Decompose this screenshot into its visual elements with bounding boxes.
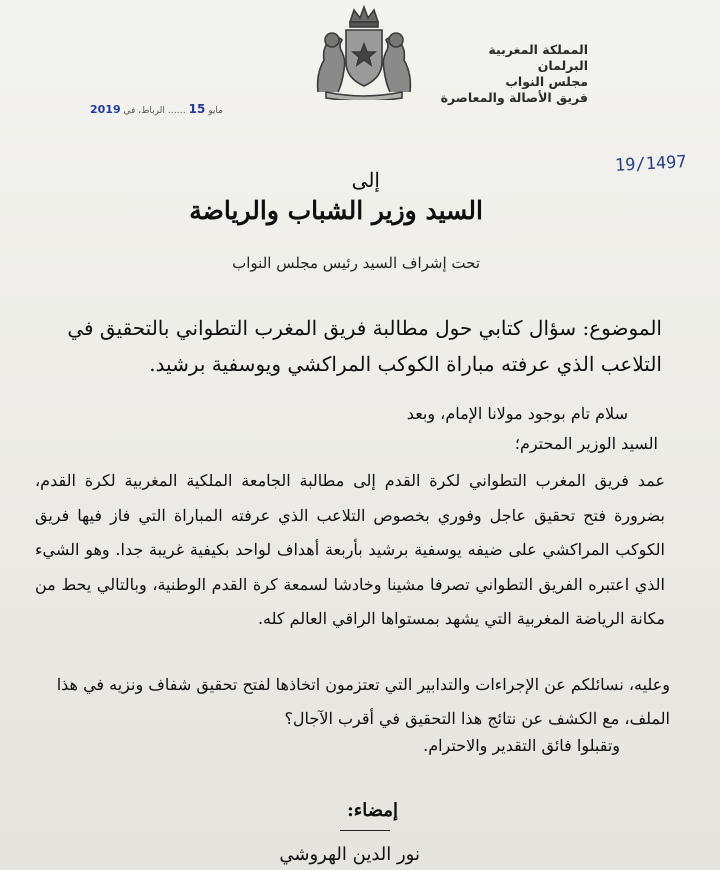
coat-of-arms-emblem — [308, 4, 420, 100]
regards-line: وتقبلوا فائق التقدير والاحترام. — [423, 736, 620, 755]
org-line-parliament: البرلمان — [537, 58, 588, 73]
letter-body: عمد فريق المغرب التطواني لكرة القدم إلى مطالبة الجامعة الملكية المغربية لكرة القدم، بضرورة فتح تحقيق عاجل وفوري بخصوص التلاعب الذي عرفته المباراة التي فاز فيها فريق الكوكب المراكشي على ضيفه يوسفية برشيد بأربعة أهداف لواحد بكيفية غريبة جدا. وهو الشيء الذي اعتبره الفريق التطواني تصرفا مشينا وخادشا لسمعة كرة القدم الوطنية، وبالتالي يحط من مكانة الرياضة المغربية التي يشهد بمستواها الراقي العالم كله. — [35, 471, 666, 628]
addressee-prefix: إلى — [351, 168, 380, 192]
date-day: 15 — [188, 102, 206, 116]
subject-line: الموضوع: سؤال كتابي حول مطالبة فريق المغرب التطواني بالتحقيق في التلاعب الذي عرفته مباراة الكوكب المراكشي ويوسفية برشيد. — [67, 316, 662, 376]
date-line: 2019 مايو 15 …… الرباط، في — [90, 102, 223, 116]
date-month: مايو — [208, 106, 223, 116]
signatory-name: نور الدين الهروشي — [279, 844, 420, 865]
greeting-line: سلام تام بوجود مولانا الإمام، وبعد — [406, 404, 628, 423]
org-line-house: مجلس النواب — [505, 74, 588, 89]
reference-number: 19/1497 — [614, 152, 688, 176]
recipient-title: السيد وزير الشباب والرياضة — [189, 196, 483, 225]
signature-underline — [340, 830, 390, 831]
date-year: 2019 — [90, 103, 121, 116]
org-line-group: فريق الأصالة والمعاصرة — [440, 90, 588, 105]
salutation-line: السيد الوزير المحترم؛ — [514, 434, 658, 453]
org-line-kingdom: المملكة المغربية — [488, 42, 588, 57]
date-place: الرباط، في — [123, 106, 165, 116]
supervision-line: تحت إشراف السيد رئيس مجلس النواب — [232, 254, 480, 272]
signature-label: إمضاء: — [347, 800, 398, 821]
question-paragraph: وعليه، نسائلكم عن الإجراءات والتدابير التي تعتزمون اتخاذها لفتح تحقيق شفاف ونزيه في هذا الملف، مع الكشف عن نتائج هذا التحقيق في أقرب الآجال؟ — [56, 675, 670, 728]
organization-header — [441, 42, 588, 106]
